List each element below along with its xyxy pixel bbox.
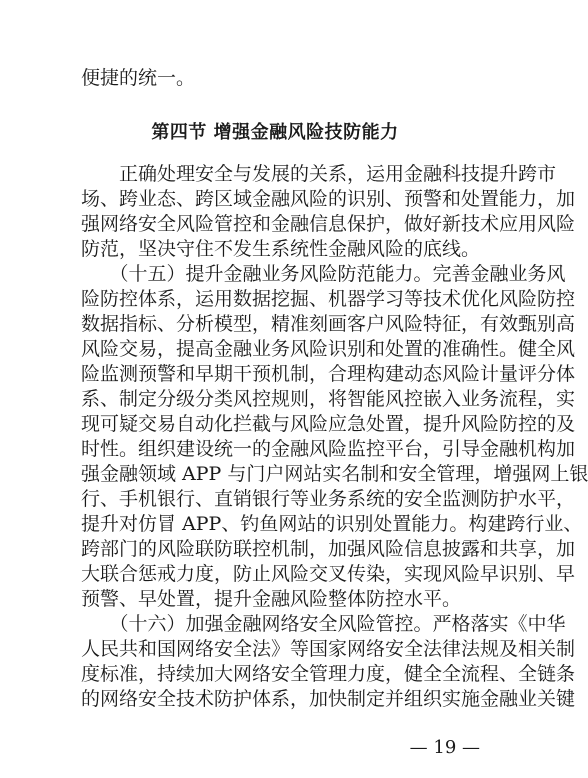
page-number: — 19 — [409,737,480,758]
paragraph-line: 的网络安全技术防护体系，加快制定并组织实施金融业关键 [81,688,576,710]
paragraph-line: （十五）提升金融业务风险防范能力。完善金融业务风 [81,263,566,285]
paragraph-line: 人民共和国网络安全法》等国家网络安全法律法规及相关制 [81,638,576,660]
paragraph-line: 跨部门的风险联防联控机制，加强风险信息披露和共享，加 [81,538,576,560]
paragraph-line: 风险交易，提高金融业务风险识别和处置的准确性。健全风 [81,338,576,360]
paragraph-line: 提升对仿冒 APP、钓鱼网站的识别处置能力。构建跨行业、 [81,513,583,535]
paragraph-line: 险监测预警和早期干预机制，合理构建动态风险计量评分体 [81,363,576,385]
paragraph-line: 现可疑交易自动化拦截与风险应急处置，提升风险防控的及 [81,413,576,435]
paragraph-line: 大联合惩戒力度，防止风险交叉传染，实现风险早识别、早 [81,563,576,585]
paragraph-line: 度标准，持续加大网络安全管理力度，健全全流程、全链条 [81,663,576,685]
carryover-line: 便捷的统一。 [81,67,196,89]
paragraph-line: 时性。组织建设统一的金融风险监控平台，引导金融机构加 [81,438,576,460]
paragraph-line: （十六）加强金融网络安全风险管控。严格落实《中华 [81,613,566,635]
paragraph-line: 预警、早处置，提升金融风险整体防控水平。 [81,588,462,610]
paragraph-line: 险防控体系，运用数据挖掘、机器学习等技术优化风险防控 [81,288,576,310]
paragraph-line: 系、制定分级分类风控规则，将智能风控嵌入业务流程，实 [81,388,576,410]
section-heading: 第四节 增强金融风险技防能力 [151,122,399,143]
paragraph-line: 强金融领域 APP 与门户网站实名制和安全管理，增强网上银 [81,463,588,485]
paragraph-line: 强网络安全风险管控和金融信息保护，做好新技术应用风险 [81,213,576,235]
paragraph-line: 正确处理安全与发展的关系，运用金融科技提升跨市 [81,163,557,185]
paragraph-line: 行、手机银行、直销银行等业务系统的安全监测防护水平， [81,488,576,510]
paragraph-line: 防范，坚决守住不发生系统性金融风险的底线。 [81,238,481,260]
paragraph-line: 数据指标、分析模型，精准刻画客户风险特征，有效甄别高 [81,313,576,335]
paragraph-line: 场、跨业态、跨区域金融风险的识别、预警和处置能力，加 [81,188,576,210]
